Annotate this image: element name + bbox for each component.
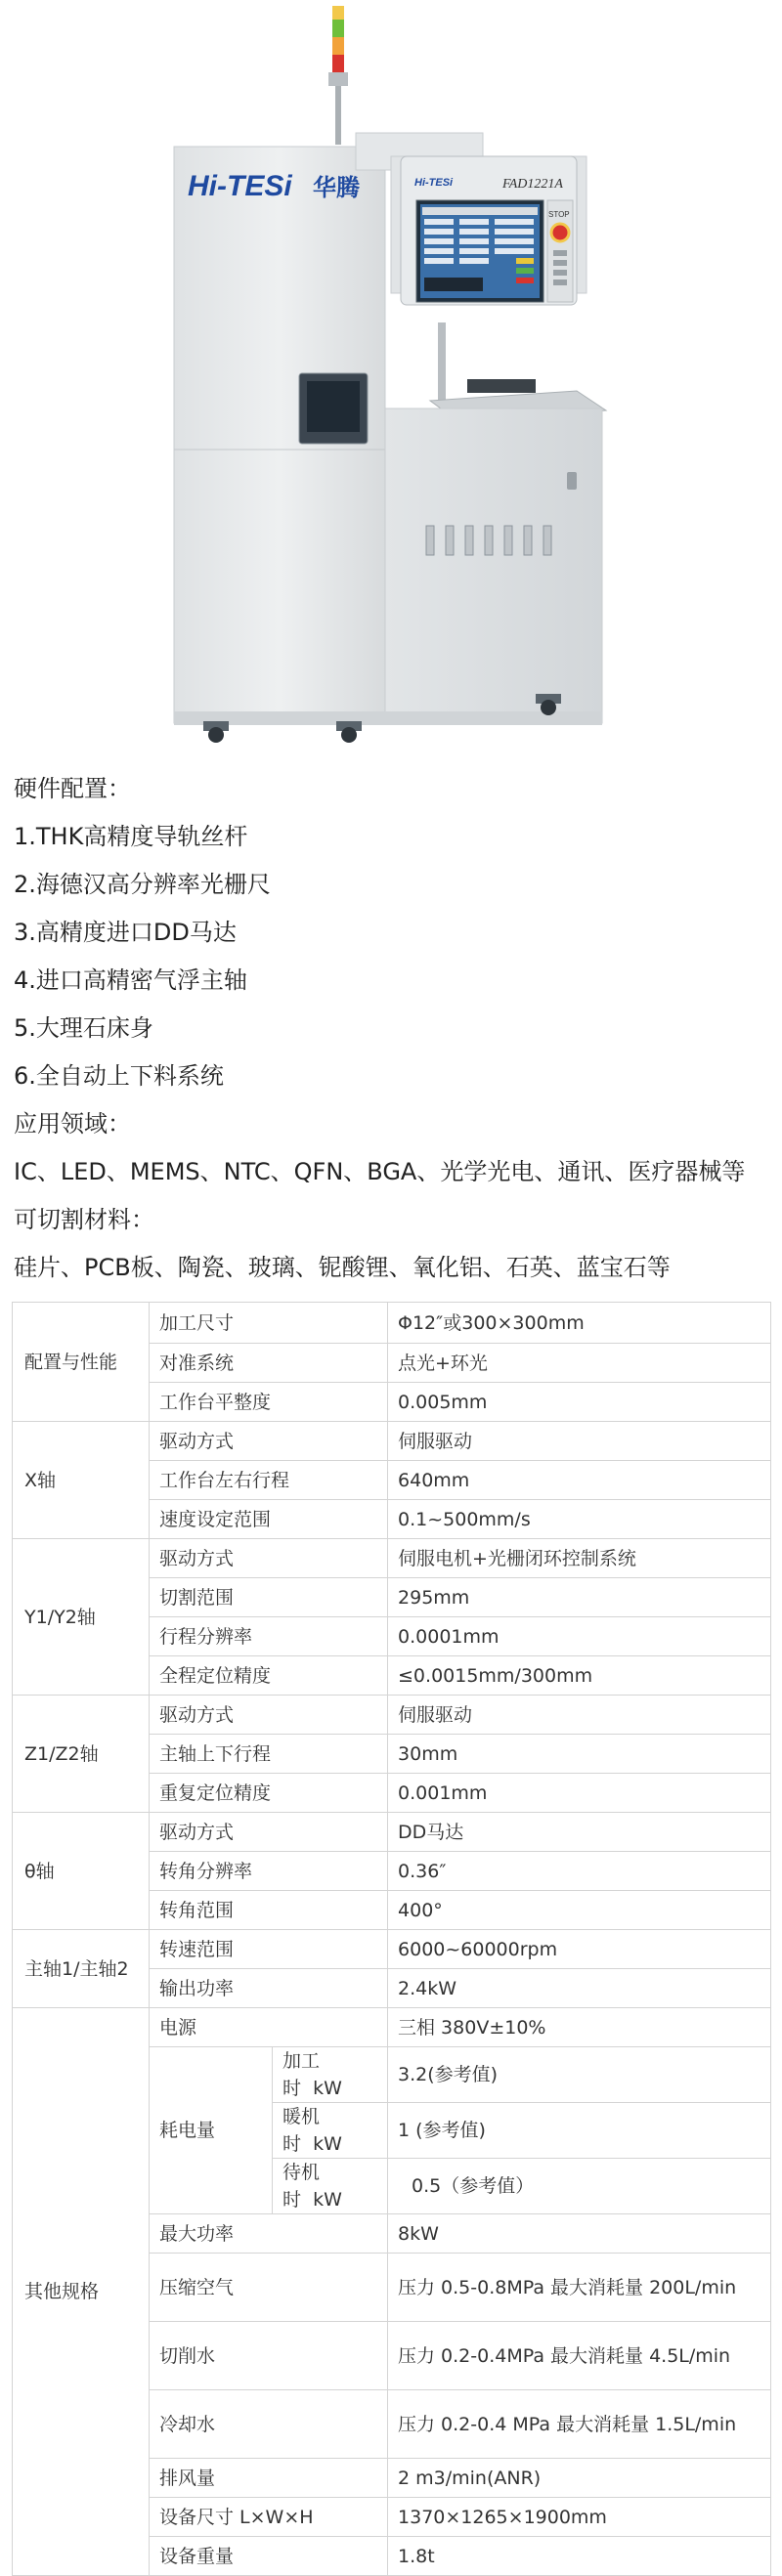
- spec-label: 设备重量: [150, 2537, 388, 2576]
- hardware-item: 1.THK高精度导轨丝杆: [14, 823, 248, 850]
- spec-label: 驱动方式: [150, 1696, 388, 1735]
- consumption-mode-label: 待机时: [282, 2162, 321, 2211]
- spec-label: 转角范围: [150, 1891, 388, 1930]
- group-label: 配置与性能: [13, 1303, 150, 1422]
- table-row: [13, 1696, 771, 1735]
- spec-value: 2 m3/min(ANR): [388, 2459, 771, 2498]
- spec-value: 三相 380V±10%: [388, 2008, 771, 2047]
- spec-label: 转速范围: [150, 1930, 388, 1969]
- signal-tower: [328, 6, 348, 145]
- spec-label: 压缩空气: [150, 2254, 388, 2322]
- spec-value: 1370×1265×1900mm: [388, 2498, 771, 2537]
- group-label: X轴: [13, 1422, 150, 1539]
- consumption-mode: [273, 2047, 388, 2103]
- spec-label: 加工尺寸: [150, 1303, 388, 1344]
- spec-label: 最大功率: [150, 2214, 388, 2254]
- spec-value: 点光+环光: [388, 1344, 771, 1383]
- spec-value: 伺服电机+光栅闭环控制系统: [388, 1539, 771, 1578]
- consumption-mode-label: 暖机时: [282, 2106, 321, 2155]
- spec-label: 冷却水: [150, 2390, 388, 2459]
- group-label: Y1/Y2轴: [13, 1539, 150, 1696]
- spec-label: 对准系统: [150, 1344, 388, 1383]
- spec-label: 速度设定范围: [150, 1500, 388, 1539]
- consumption-unit: kW: [313, 2133, 342, 2155]
- spec-value: 压力 0.5-0.8MPa 最大消耗量 200L/min: [388, 2254, 771, 2322]
- hardware-item: 6.全自动上下料系统: [14, 1062, 224, 1090]
- spec-label: 转角分辨率: [150, 1852, 388, 1891]
- table-row: [13, 1422, 771, 1461]
- stop-label: STOP: [548, 210, 570, 219]
- product-description: [0, 765, 782, 1292]
- screen-logo: Hi-TESi: [414, 177, 454, 189]
- hardware-item: 3.高精度进口DD马达: [14, 919, 237, 946]
- spec-value: 0.0001mm: [388, 1617, 771, 1656]
- consumption-mode-label: 加工时: [282, 2050, 321, 2099]
- spec-value: 2.4kW: [388, 1969, 771, 2008]
- spec-label: 排风量: [150, 2459, 388, 2498]
- hardware-item: 2.海德汉高分辨率光栅尺: [14, 871, 271, 898]
- spec-value: 295mm: [388, 1578, 771, 1617]
- spec-value: ≤0.0015mm/300mm: [388, 1656, 771, 1696]
- spec-value: 6000~60000rpm: [388, 1930, 771, 1969]
- spec-value: 0.005mm: [388, 1383, 771, 1422]
- spec-label: 行程分辨率: [150, 1617, 388, 1656]
- spec-label: 输出功率: [150, 1969, 388, 2008]
- spec-value: 3.2(参考值): [388, 2047, 771, 2103]
- brand-logo-en: Hi-TESi: [188, 170, 292, 202]
- spec-value: Φ12″或300×300mm: [388, 1303, 771, 1344]
- consumption-mode: [273, 2103, 388, 2159]
- hardware-heading: 硬件配置：: [14, 775, 131, 802]
- consumption-mode: [273, 2159, 388, 2214]
- spec-value: DD马达: [388, 1813, 771, 1852]
- spec-label: 主轴上下行程: [150, 1735, 388, 1774]
- table-row: [13, 1813, 771, 1852]
- consumption-unit: kW: [313, 2078, 342, 2099]
- spec-label: 切割范围: [150, 1578, 388, 1617]
- spec-value: 0.5（参考值）: [388, 2159, 771, 2214]
- spec-value: 压力 0.2-0.4MPa 最大消耗量 4.5L/min: [388, 2322, 771, 2390]
- group-label: Z1/Z2轴: [13, 1696, 150, 1813]
- table-row: [13, 1303, 771, 1344]
- spec-value: 0.001mm: [388, 1774, 771, 1813]
- spec-value: 0.36″: [388, 1852, 771, 1891]
- applications-text: IC、LED、MEMS、NTC、QFN、BGA、光学光电、通讯、医疗器械等: [14, 1158, 746, 1185]
- spec-table: [12, 1302, 771, 2576]
- spec-value: 0.1~500mm/s: [388, 1500, 771, 1539]
- spec-value: 8kW: [388, 2214, 771, 2254]
- spec-label: 工作台平整度: [150, 1383, 388, 1422]
- product-image: [0, 0, 782, 743]
- spec-label: 工作台左右行程: [150, 1461, 388, 1500]
- model-label: FAD1221A: [502, 177, 563, 192]
- spec-value: 伺服驱动: [388, 1696, 771, 1735]
- group-label: 其他规格: [13, 2008, 150, 2576]
- spec-value: 压力 0.2-0.4 MPa 最大消耗量 1.5L/min: [388, 2390, 771, 2459]
- table-row: [13, 1539, 771, 1578]
- spec-label: 重复定位精度: [150, 1774, 388, 1813]
- spec-label: 驱动方式: [150, 1539, 388, 1578]
- right-cabinet: [385, 408, 602, 723]
- spec-label: 驱动方式: [150, 1813, 388, 1852]
- spec-label: 耗电量: [150, 2047, 273, 2214]
- dicing-machine-illustration: [0, 0, 782, 743]
- consumption-unit: kW: [313, 2189, 342, 2211]
- spec-label: 驱动方式: [150, 1422, 388, 1461]
- spec-value: 30mm: [388, 1735, 771, 1774]
- spec-value: 1 (参考值): [388, 2103, 771, 2159]
- right-latch: [567, 472, 577, 490]
- hardware-item: 4.进口高精密气浮主轴: [14, 966, 247, 994]
- brand-logo-cn: 华腾: [313, 174, 360, 201]
- spec-value: 伺服驱动: [388, 1422, 771, 1461]
- table-row: [13, 2008, 771, 2047]
- emergency-stop-button[interactable]: [551, 224, 569, 241]
- chuck-table: [467, 379, 536, 393]
- table-row: [13, 1930, 771, 1969]
- spec-value: 400°: [388, 1891, 771, 1930]
- spec-label: 切削水: [150, 2322, 388, 2390]
- group-label: 主轴1/主轴2: [13, 1930, 150, 2008]
- spec-value: 640mm: [388, 1461, 771, 1500]
- materials-text: 硅片、PCB板、陶瓷、玻璃、铌酸锂、氧化铝、石英、蓝宝石等: [14, 1254, 671, 1281]
- spec-label: 电源: [150, 2008, 388, 2047]
- spec-label: 设备尺寸 L×W×H: [150, 2498, 388, 2537]
- materials-heading: 可切割材料：: [14, 1206, 154, 1233]
- hardware-item: 5.大理石床身: [14, 1014, 153, 1042]
- spec-label: 全程定位精度: [150, 1656, 388, 1696]
- group-label: θ轴: [13, 1813, 150, 1930]
- spec-value: 1.8t: [388, 2537, 771, 2576]
- applications-heading: 应用领域：: [14, 1110, 131, 1138]
